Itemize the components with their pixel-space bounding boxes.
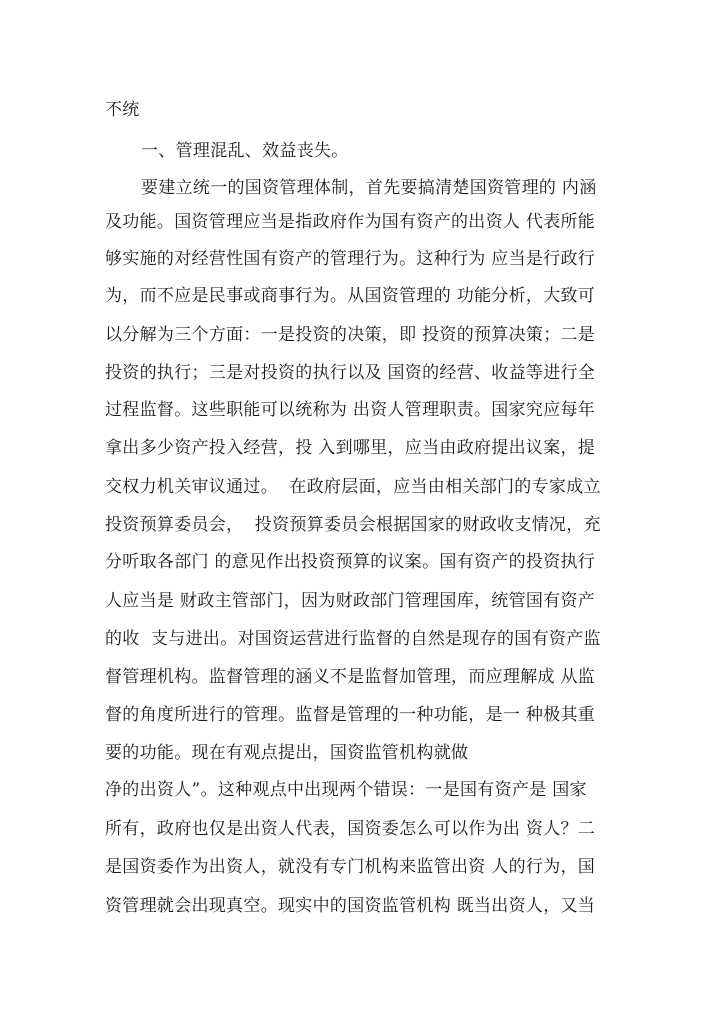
text-line: 为，而不应是民事或商事行为。从国资管理的 功能分析，大致可 (105, 286, 596, 306)
text-line: 不统 (105, 100, 140, 120)
text-line: 人应当是 财政主管部门，因为财政部门管理国库，统管国有资产 (105, 591, 596, 611)
text-line: 督的角度所进行的管理。监督是管理的一种功能，是一 种极其重 (105, 705, 596, 725)
text-line: 投资的执行；三是对投资的执行以及 国资的经营、收益等进行全 (105, 363, 596, 383)
text-line: 净的出资人”。这种观点中出现两个错误：一是国有资产是 国家 (105, 780, 587, 800)
text-line: 督管理机构。监督管理的涵义不是监督加管理，而应理解成 从监 (105, 667, 596, 687)
section-heading: 一、管理混乱、效益丧失。 (141, 141, 349, 161)
text-line: 的收 支与进出。对国资运营进行监督的自然是现存的国有资产监 (105, 629, 601, 649)
text-line: 分听取各部门 的意见作出投资预算的议案。国有资产的投资执行 (105, 552, 596, 572)
text-line: 所有，政府也仅是出资人代表，国资委怎么可以作为出 资人？二 (105, 819, 596, 839)
text-line: 投资预算委员会， 投资预算委员会根据国家的财政收支情况，充 (105, 515, 601, 535)
text-line: 交权力机关审议通过。 在政府层面，应当由相关部门的专家成立 (105, 477, 601, 497)
text-line: 资管理就会出现真空。现实中的国资监管机构 既当出资人，又当 (105, 896, 596, 916)
text-line: 及功能。国资管理应当是指政府作为国有资产的出资人 代表所能 (105, 212, 596, 232)
text-line: 拿出多少资产投入经营，投 入到哪里，应当由政府提出议案，提 (105, 438, 596, 458)
text-line: 过程监督。这些职能可以统称为 出资人管理职责。国家究应每年 (105, 400, 596, 420)
text-line: 够实施的对经营性国有资产的管理行为。这种行为 应当是行政行 (105, 249, 596, 269)
text-line: 是国资委作为出资人，就没有专门机构来监管出资 人的行为，国 (105, 857, 596, 877)
text-line: 要建立统一的国资管理体制，首先要搞清楚国资管理的 内涵 (141, 178, 597, 198)
text-line: 以分解为三个方面：一是投资的决策，即 投资的预算决策；二是 (105, 325, 596, 345)
text-line: 要的功能。现在有观点提出，国资监管机构就做 (105, 743, 469, 763)
